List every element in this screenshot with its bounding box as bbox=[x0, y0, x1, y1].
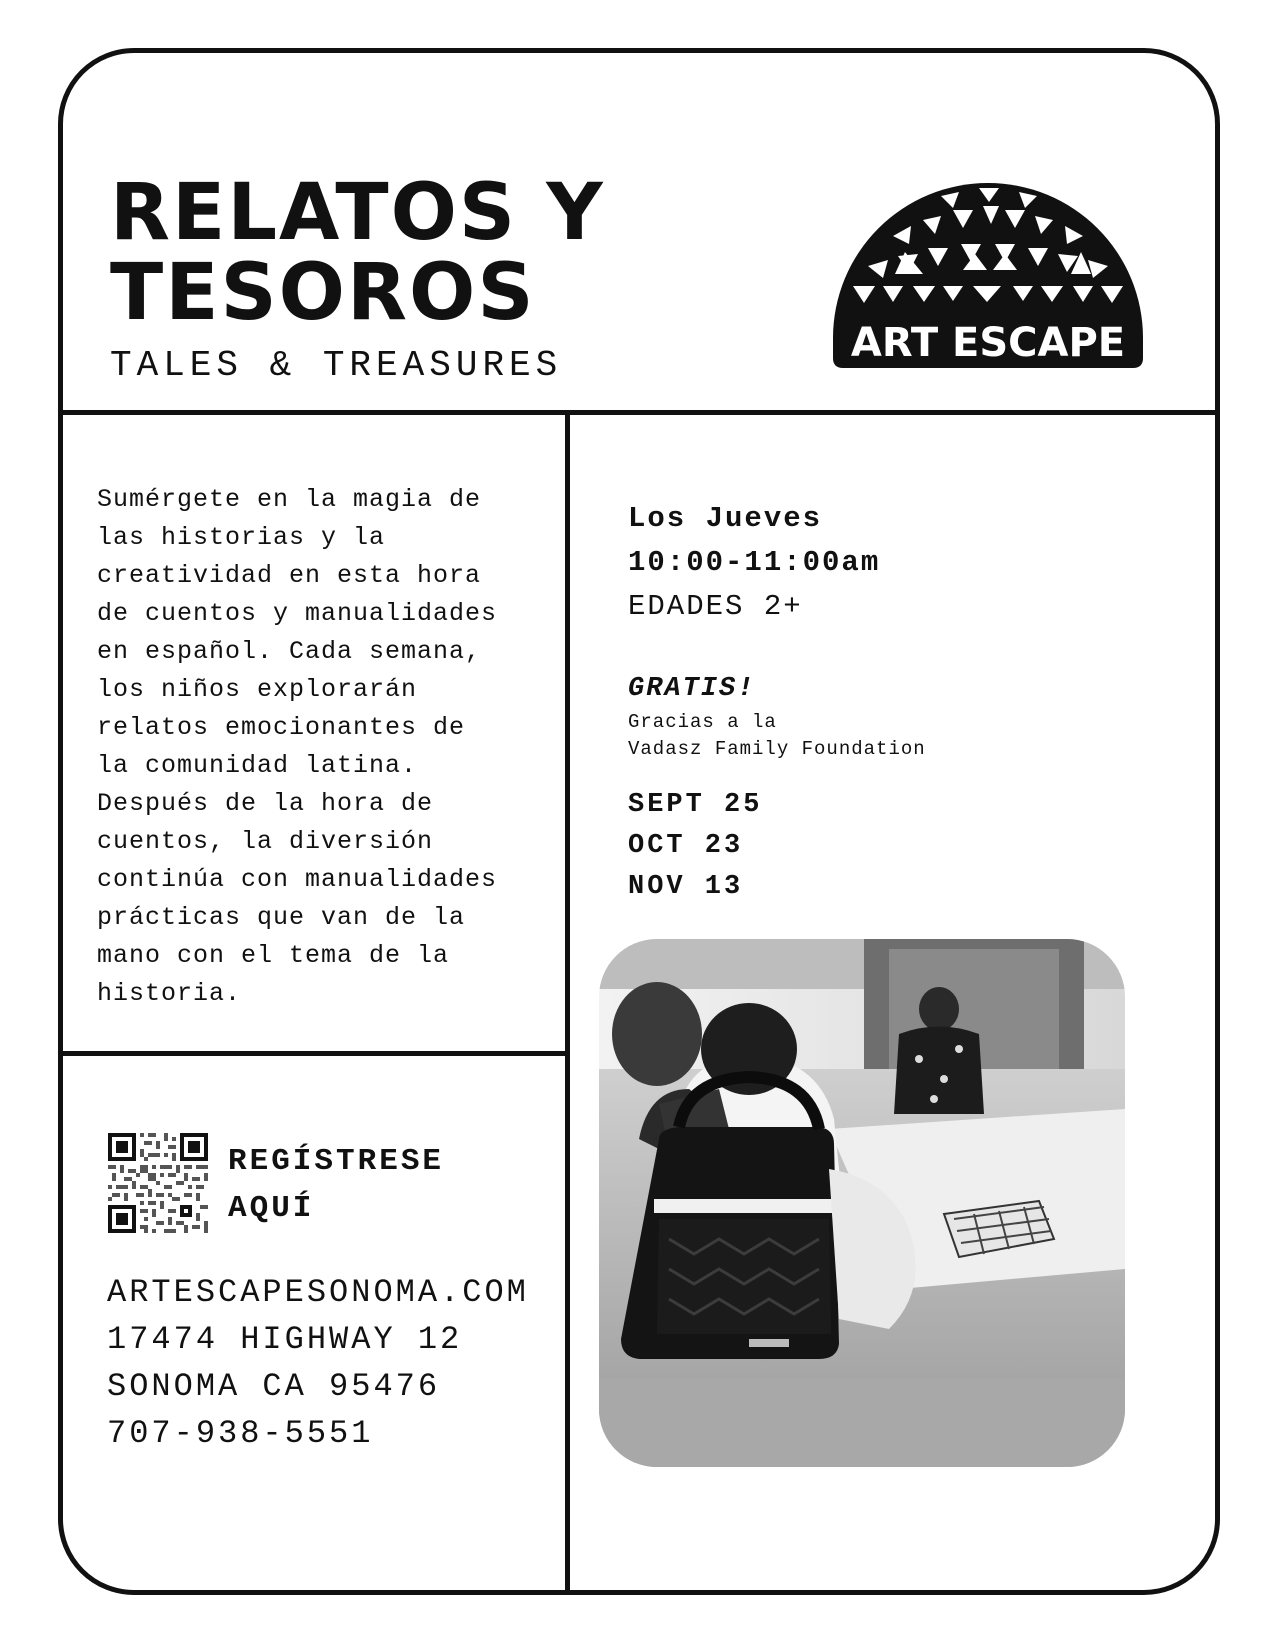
city-line: SONOMA CA 95476 bbox=[107, 1368, 441, 1405]
schedule-block bbox=[628, 497, 926, 908]
header-divider bbox=[63, 410, 1220, 415]
website-link[interactable]: ARTESCAPESONOMA.COM bbox=[107, 1274, 529, 1311]
register-line-2: AQUÍ bbox=[228, 1191, 315, 1226]
storytime-photo bbox=[599, 939, 1125, 1467]
subtitle: TALES & TREASURES bbox=[110, 345, 563, 386]
flyer-frame bbox=[58, 48, 1220, 1595]
date-item: SEPT 25 bbox=[628, 790, 763, 820]
date-item: NOV 13 bbox=[628, 872, 744, 902]
qr-code-icon[interactable] bbox=[108, 1133, 208, 1233]
left-column-divider bbox=[63, 1051, 565, 1056]
phone-number[interactable]: 707-938-5551 bbox=[107, 1415, 374, 1452]
event-time: 10:00-11:00am bbox=[628, 546, 881, 579]
sponsor-line-1: Gracias a la bbox=[628, 711, 777, 733]
page-title bbox=[110, 168, 605, 338]
event-day: Los Jueves bbox=[628, 502, 823, 535]
register-cta[interactable] bbox=[228, 1138, 444, 1232]
sponsor-line-2: Vadasz Family Foundation bbox=[628, 738, 926, 760]
register-line-1: REGÍSTRESE bbox=[228, 1144, 445, 1179]
title-line-2: TESOROS bbox=[110, 248, 536, 338]
free-label: GRATIS! bbox=[628, 674, 756, 704]
contact-block bbox=[107, 1269, 529, 1457]
address-line: 17474 HIGHWAY 12 bbox=[107, 1321, 463, 1358]
event-dates bbox=[628, 785, 926, 908]
event-ages: EDADES 2+ bbox=[628, 590, 803, 623]
art-escape-logo bbox=[823, 178, 1153, 378]
title-line-1: RELATOS Y bbox=[110, 168, 605, 258]
date-item: OCT 23 bbox=[628, 831, 744, 861]
logo-text: ART ESCAPE bbox=[850, 320, 1126, 366]
event-description: Sumérgete en la magia de las historias y la creatividad en esta hora de cuentos y manualidades en español. Cada semana, los niños explorarán relatos emocionantes de la comunidad latina. Después de la hora de cuentos, la diversión continúa con manualidades prácticas que van de la mano con el tema de la historia. bbox=[97, 485, 498, 1008]
